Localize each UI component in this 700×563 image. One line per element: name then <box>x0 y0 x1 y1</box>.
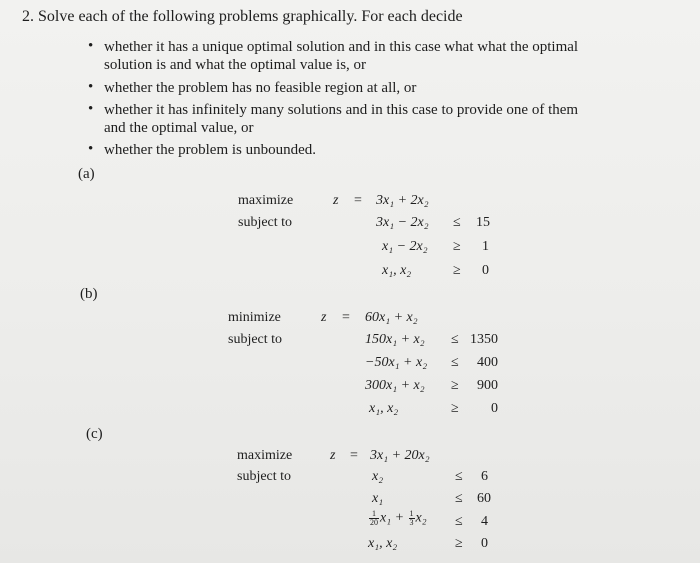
part-c-z: z <box>330 448 336 463</box>
part-b-constraint-1-rel: ≤ <box>451 332 459 347</box>
problem-heading: 2. Solve each of the following problems graphically. For each decide <box>22 8 463 25</box>
part-a-constraint-2-rel: ≥ <box>453 239 461 254</box>
part-b-constraint-1-lhs: 150x₁ + x₂ <box>365 332 425 347</box>
part-a-constraint-1-rhs: 15 <box>476 215 490 230</box>
part-a-constraint-3-lhs: x₁, x₂ <box>382 263 412 278</box>
part-b-constraint-3-rel: ≥ <box>451 378 459 393</box>
part-a-label: (a) <box>78 166 95 182</box>
part-a-constraint-1-rel: ≤ <box>453 215 461 230</box>
part-c-objective: 3x₁ + 20x₂ <box>370 448 430 463</box>
bullet-dot-3: • <box>88 101 94 117</box>
bullet-4-line-1: whether the problem is unbounded. <box>104 142 317 158</box>
bullet-dot-4: • <box>88 141 94 157</box>
fraction-one-twentieth: $\frac{1}{20}$ <box>370 509 378 527</box>
part-c-constraint-1-lhs: x₂ <box>372 469 384 484</box>
part-a-subject-word: subject to <box>238 215 293 230</box>
bullet-3-line-2: and the optimal value, or <box>104 120 254 136</box>
part-b-label: (b) <box>80 286 98 302</box>
part-b-subject-word: subject to <box>228 332 283 347</box>
part-b-constraint-3-rhs: 900 <box>477 378 498 393</box>
part-b-constraint-2-lhs: −50x₁ + x₂ <box>365 355 428 370</box>
part-b-constraint-4-rhs: 0 <box>491 401 498 416</box>
part-a-eq: = <box>354 193 362 208</box>
part-c-constraint-4-rhs: 0 <box>481 536 488 551</box>
part-a-constraint-2-lhs: x₁ − 2x₂ <box>382 239 428 254</box>
part-b-constraint-3-lhs: 300x₁ + x₂ <box>365 378 425 393</box>
part-c-constraint-1-rhs: 6 <box>481 469 488 484</box>
part-a-constraint-3-rel: ≥ <box>453 263 461 278</box>
part-b-objective-word: minimize <box>228 310 281 325</box>
part-b-eq: = <box>342 310 350 325</box>
bullet-1-line-1: whether it has a unique optimal solution and in this case what what the optimal <box>104 39 579 55</box>
part-a-objective: 3x₁ + 2x₂ <box>376 193 429 208</box>
part-a-constraint-3-rhs: 0 <box>482 263 489 278</box>
part-c-constraint-3-lhs: $\frac{1}{20}$ x₁ + $\frac{1}{3}$ x₂ <box>370 509 427 527</box>
part-b-objective: 60x₁ + x₂ <box>365 310 418 325</box>
part-b-constraint-2-rhs: 400 <box>477 355 498 370</box>
part-b-constraint-4-rel: ≥ <box>451 401 459 416</box>
part-a-z: z <box>333 193 339 208</box>
bullet-3-line-1: whether it has infinitely many solutions and in this case to provide one of them <box>104 102 579 118</box>
part-c-eq: = <box>350 448 358 463</box>
part-b-z: z <box>321 310 327 325</box>
part-c-label: (c) <box>86 426 103 442</box>
part-a-constraint-2-rhs: 1 <box>482 239 489 254</box>
part-c-constraint-2-rel: ≤ <box>455 491 463 506</box>
part-b-constraint-1-rhs: 1350 <box>470 332 498 347</box>
part-c-constraint-3-rhs: 4 <box>481 514 488 529</box>
part-c-constraint-4-lhs: x₁, x₂ <box>368 536 398 551</box>
part-c-constraint-1-rel: ≤ <box>455 469 463 484</box>
bullet-dot-1: • <box>88 38 94 54</box>
part-c-subject-word: subject to <box>237 469 292 484</box>
bullet-2-line-1: whether the problem has no feasible region at all, or <box>104 80 417 96</box>
part-c-objective-word: maximize <box>237 448 293 463</box>
bullet-dot-2: • <box>88 79 94 95</box>
part-a-objective-word: maximize <box>238 193 294 208</box>
bullet-1-line-2: solution is and what the optimal value is, or <box>104 57 367 73</box>
part-c-constraint-2-lhs: x₁ <box>372 491 384 506</box>
part-b-constraint-4-lhs: x₁, x₂ <box>369 401 399 416</box>
part-a-constraint-1-lhs: 3x₁ − 2x₂ <box>376 215 429 230</box>
fraction-one-third: $\frac{1}{3}$ <box>409 509 414 527</box>
part-c-constraint-3-rel: ≤ <box>455 514 463 529</box>
part-c-constraint-2-rhs: 60 <box>477 491 491 506</box>
part-b-constraint-2-rel: ≤ <box>451 355 459 370</box>
part-c-constraint-4-rel: ≥ <box>455 536 463 551</box>
